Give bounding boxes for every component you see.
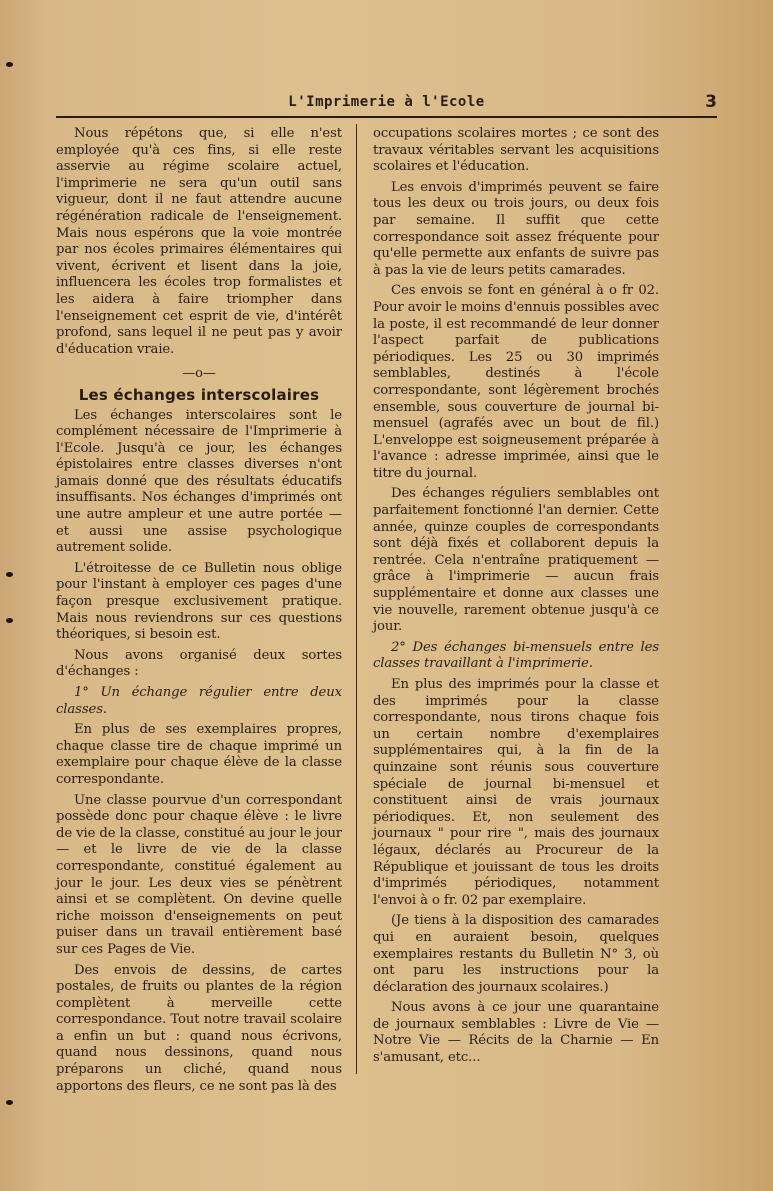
subheading: 1° Un échange régulier entre deux classes. [56,685,342,717]
paragraph: occupations scolaires mortes ; ce sont des travaux véritables servant les acquisitions scolaires et l'éducation. [373,126,659,175]
paragraph: Les envois d'imprimés peuvent se faire tous les deux ou trois jours, ou deux fois par semaine. Il suffit que cette correspondance soit assez fréquente pour qu'elle permette aux enfants de suivre pas à pas la vie de leurs petits camarades. [373,179,659,278]
binding-hole [6,618,13,623]
binding-hole [6,1100,13,1105]
paragraph: Des envois de dessins, de cartes postales, de fruits ou plantes de la région complètent à merveille cette correspondance. Tout notre travail scolaire a enfin un but : quand nous écrivons, quand nous dessinons, quand nous préparons un cliché, quand nous apportons des fleurs, ce ne sont pas là des [56,962,342,1094]
paragraph: Nous avons organisé deux sortes d'échanges : [56,647,342,680]
paragraph: Des échanges réguliers semblables ont parfaitement fonctionné l'an dernier. Cette année, quinze couples de correspondants sont déjà fixés et collaborent depuis la rentrée. Cela n'entraîne pratiquement — grâce à l'imprimerie — aucun frais supplémentaire et donne aux classes une vie nouvelle, rarement obtenue jusqu'à ce jour. [373,486,659,635]
running-header [56,94,717,118]
right-column [373,126,659,1071]
paragraph: En plus des imprimés pour la classe et des imprimés pour la classe correspondante, nous tirons chaque fois un certain nombre d'exemplaires supplémentaires qui, à la fin de la quinzaine sont réunis sous couverture spéciale de journal bi-mensuel et constituent ainsi de vrais journaux périodiques. Et, non seulement des journaux " pour rire ", mais des journaux légaux, déclarés au Procureur de la République et jouissant de tous les droits d'imprimés périodiques, notamment l'envoi à o fr. 02 par exemplaire. [373,677,659,908]
subheading: 2° Des échanges bi-mensuels entre les classes travaillant à l'imprimerie. [373,639,659,672]
paragraph: (Je tiens à la disposition des camarades qui en auraient besoin, quelques exemplaires restants du Bulletin N° 3, où ont paru les instructions pour la déclaration des journaux scolaires.) [373,913,659,995]
left-column [56,126,342,1099]
paragraph: En plus de ses exemplaires propres, chaque classe tire de chaque imprimé un exemplaire pour chaque élève de la classe correspondante. [56,722,342,787]
section-heading: Les échanges interscolaires [78,385,320,404]
section-separator: —o— [182,366,216,382]
paragraph: L'étroitesse de ce Bulletin nous oblige pour l'instant à employer ces pages d'une façon presque exclusivement pratique. Mais nous reviendrons sur ces questions théoriques, si besoin est. [56,560,342,643]
paragraph: Ces envois se font en général à o fr 02. Pour avoir le moins d'ennuis possibles avec la poste, il est recommandé de leur donner l'aspect parfait de publications périodiques. Les 25 ou 30 imprimés semblables, destinés à l'école correspondante, sont légèrement brochés ensemble, sous couverture de journal bi-mensuel (agrafés avec un bout de fil.) L'enveloppe est soigneusement préparée à l'avance : adresse imprimée, ainsi que le titre du journal. [373,283,659,481]
binding-hole [6,62,13,67]
paragraph: Nous répétons que, si elle n'est employée qu'à ces fins, si elle reste asservie au régime scolaire actuel, l'imprimerie ne sera qu'un outil sans vigueur, dont il ne faut attendre aucune régénération radicale de l'enseignement. Mais nous espérons que la voie montrée par nos écoles primaires élémentaires qui vivent, écrivent et lisent dans la joie, influencera les écoles trop formalistes et les aidera à faire triompher dans l'enseignement cet esprit de vie, d'intérêt profond, sans lequel il ne peut pas y avoir d'éducation vraie. [56,126,342,357]
running-title: L'Imprimerie à l'Ecole [288,94,485,110]
page-number: 3 [705,92,717,112]
binding-hole [6,572,13,577]
paragraph: Nous avons à ce jour une quarantaine de journaux semblables : Livre de Vie — Notre Vie — Récits de la Charnie — En s'amusant, etc... [373,1000,659,1066]
column-divider [356,124,357,1074]
paragraph: Une classe pourvue d'un correspondant possède donc pour chaque élève : le livre de vie de la classe, constitué au jour le jour — et le livre de vie de la classe correspondante, constitué également au jour le jour. Les deux vies se pénètrent ainsi et se complètent. On devine quelle riche moisson d'enseignements on peut puiser dans un travail entièrement basé sur ces Pages de Vie. [56,792,342,957]
paragraph: Les échanges interscolaires sont le complément nécessaire de l'Imprimerie à l'Ecole. Jusqu'à ce jour, les échanges épistolaires entre classes diverses n'ont jamais donné que des résultats éducatifs insuffisants. Nos échanges d'imprimés ont une autre ampleur et une autre portée — et aussi une assise psychologique autrement solide. [56,407,342,556]
